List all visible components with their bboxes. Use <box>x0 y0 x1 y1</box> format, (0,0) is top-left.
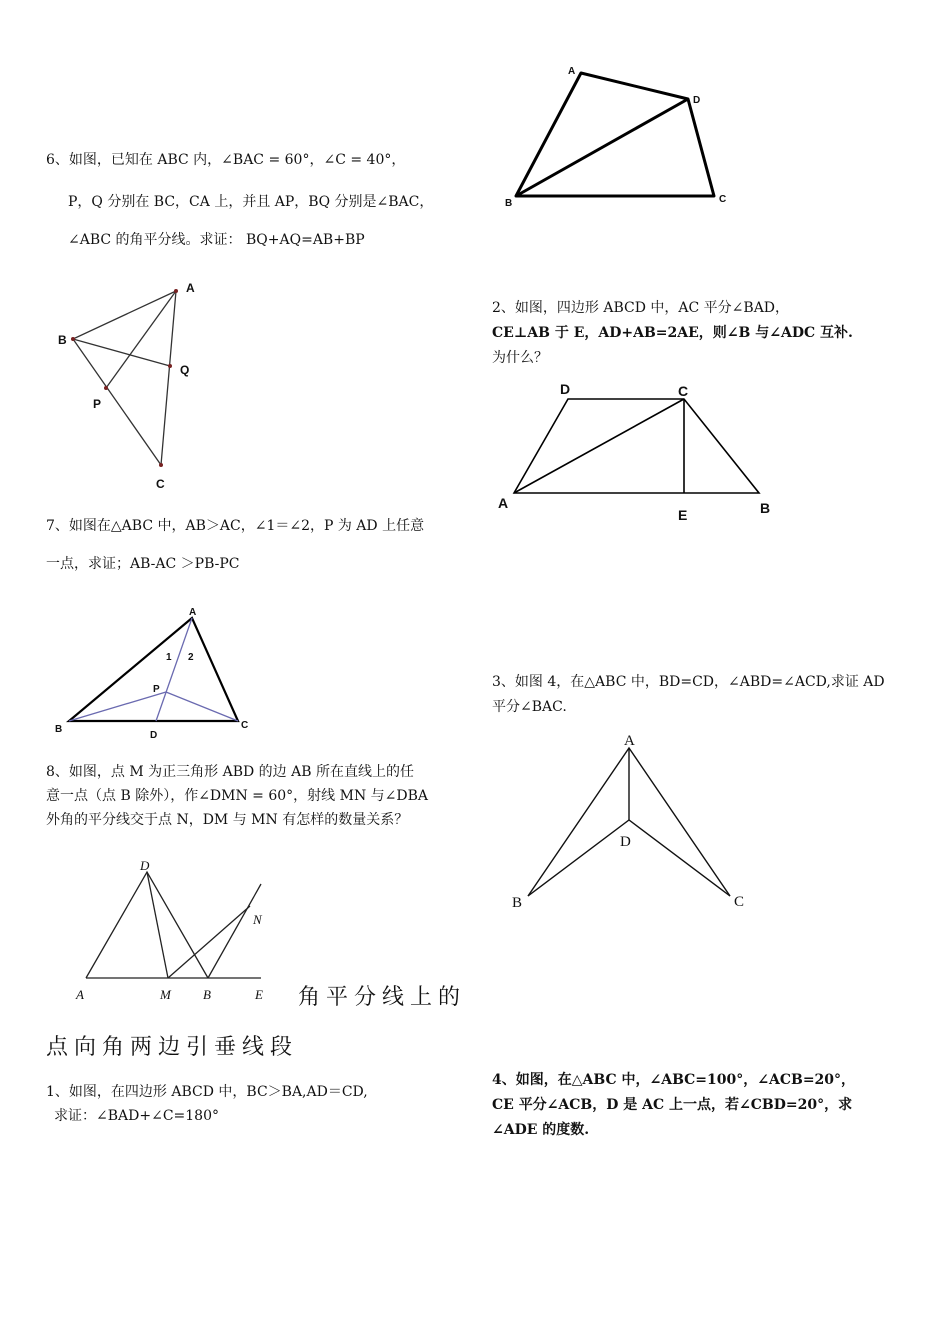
p7-label-D: D <box>150 730 158 741</box>
p6-label-B: B <box>58 333 67 347</box>
fig1-label-D: D <box>693 95 701 106</box>
q2-line2: CE⊥AB 于 E，AD+AB=2AE，则∠B 与∠ADC 互补. <box>492 325 853 341</box>
p8-line3: 外角的平分线交于点 N，DM 与 MN 有怎样的数量关系？ <box>46 812 409 828</box>
p8-label-D: D <box>140 858 150 873</box>
q3-label-D: D <box>620 834 631 850</box>
section-heading-part2: 点向角两边引垂线段 <box>46 1035 299 1060</box>
fig1-label-A: A <box>568 66 576 77</box>
q3-label-B: B <box>512 895 523 911</box>
p6-line3: ∠ABC 的角平分线。求证： BQ+AQ=AB+BP <box>68 232 365 248</box>
p6-label-P: P <box>93 397 102 411</box>
p6-label-A: A <box>186 281 195 295</box>
p8-line2: 意一点（点 B 除外），作∠DMN = 60°，射线 MN 与∠DBA <box>46 788 429 804</box>
q2-label-E: E <box>678 507 688 523</box>
p8-label-N: N <box>253 912 262 927</box>
q3-line1: 3、如图 4，在△ABC 中，BD=CD，∠ABD=∠ACD,求证 AD <box>492 674 885 690</box>
p8-label-M: M <box>160 987 171 1002</box>
q2-line1: 2、如图，四边形 ABCD 中，AC 平分∠BAD， <box>492 300 790 316</box>
p7-label-C: C <box>241 720 249 731</box>
fig1-label-C: C <box>719 194 727 205</box>
q2-label-A: A <box>498 495 509 511</box>
p7-label-B: B <box>55 724 63 735</box>
p8-line1: 8、如图，点 M 为正三角形 ABD 的边 AB 所在直线上的任 <box>46 764 414 780</box>
p7-label-P: P <box>153 684 160 695</box>
p8-label-B: B <box>203 987 211 1002</box>
p8-label-E: E <box>255 987 263 1002</box>
p7-label-2: 2 <box>188 652 194 663</box>
q3-label-C: C <box>734 894 745 910</box>
q4-line2: CE 平分∠ACB，D 是 AC 上一点，若∠CBD=20°，求 <box>492 1097 853 1113</box>
p8-label-A: A <box>76 987 84 1002</box>
q2-label-D: D <box>560 381 571 397</box>
p7-label-1: 1 <box>166 652 172 663</box>
q3-label-A: A <box>624 733 635 749</box>
p6-line2: P，Q 分别在 BC，CA 上，并且 AP，BQ 分别是∠BAC， <box>68 194 434 210</box>
q3-line2: 平分∠BAC. <box>492 699 567 715</box>
q2-label-B: B <box>760 500 771 516</box>
section-heading-part1: 角平分线上的 <box>298 985 467 1010</box>
p6-label-Q: Q <box>180 363 190 377</box>
p7-line1: 7、如图在△ABC 中，AB＞AC，∠1＝∠2，P 为 AD 上任意 <box>46 518 425 534</box>
fig1-label-B: B <box>505 198 513 209</box>
q4-line1: 4、如图，在△ABC 中，∠ABC=100°，∠ACB=20°， <box>492 1072 856 1088</box>
q1-line2: 求证：∠BAD+∠C=180° <box>54 1108 219 1124</box>
q2-label-C: C <box>678 383 689 399</box>
q2-line3: 为什么？ <box>492 350 548 366</box>
p6-line1: 6、如图，已知在 ABC 内，∠BAC = 60°，∠C = 40°， <box>46 152 406 168</box>
p7-label-A: A <box>189 607 197 618</box>
q1-line1: 1、如图，在四边形 ABCD 中，BC＞BA,AD＝CD, <box>46 1084 368 1100</box>
p6-label-C: C <box>156 477 165 491</box>
q4-line3: ∠ADE 的度数. <box>492 1122 590 1138</box>
p7-line2: 一点，求证；AB-AC ＞PB-PC <box>46 556 240 572</box>
